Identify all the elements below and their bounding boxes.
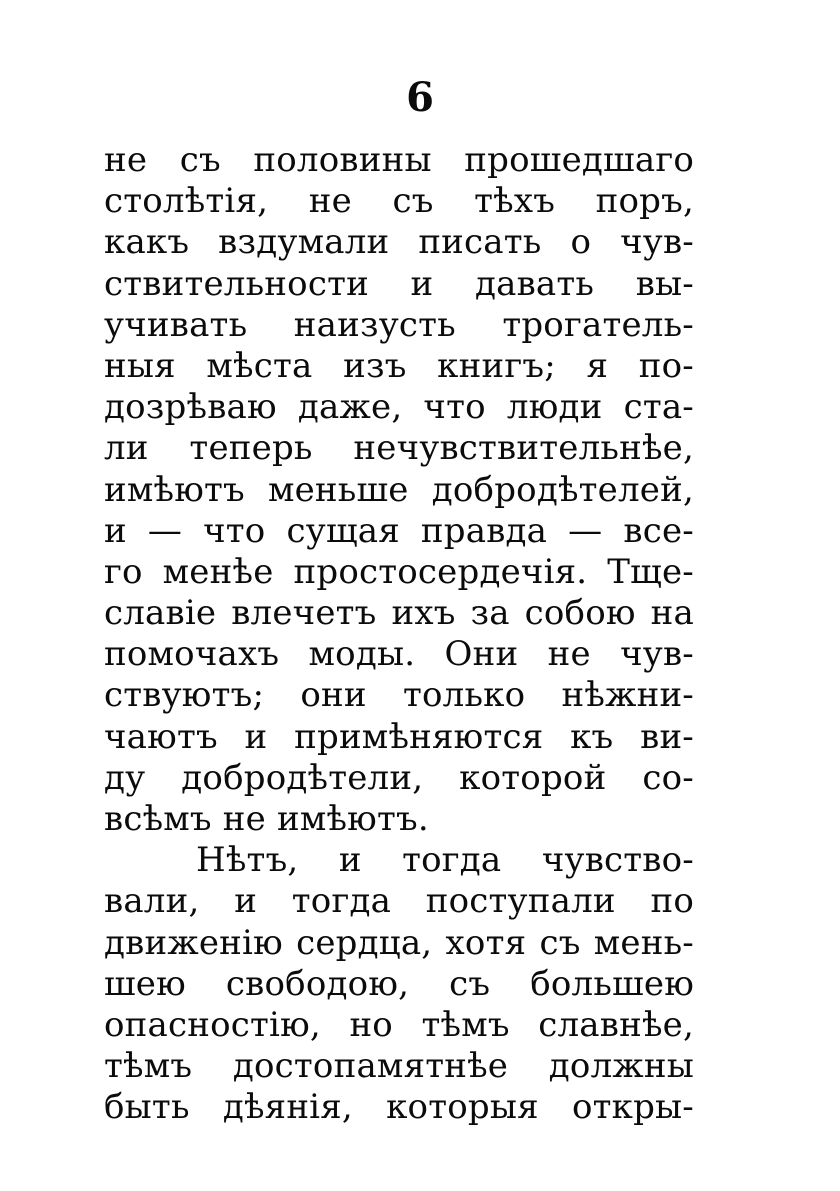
text-line: не съ половины прошедшаго	[104, 140, 694, 180]
text-line: ствительности и давать вы-	[104, 263, 694, 304]
text-line: столѣтія, не съ тѣхъ поръ,	[104, 181, 694, 222]
paragraph-end-line: всѣмъ не имѣютъ.	[104, 799, 429, 839]
text-line: помочахъ моды. Они не чув-	[104, 634, 694, 675]
text-line: учивать наизусть трогатель-	[104, 304, 694, 345]
text-line: ли теперь нечувствительнѣе,	[104, 428, 694, 469]
text-line: движенію сердца, хотя съ мень-	[104, 922, 694, 963]
text-line: го менѣе простосердечія. Тще-	[104, 551, 694, 592]
text-line: вали, и тогда поступали по	[104, 881, 694, 922]
text-line: тѣмъ достопамятнѣе должны	[104, 1046, 694, 1087]
text-line: какъ вздумали писать о чув-	[104, 222, 694, 263]
text-line: шею свободою, съ большею	[104, 963, 694, 1004]
text-line: имѣютъ меньше добродѣтелей,	[104, 469, 694, 510]
text-line: славіе влечетъ ихъ за собою на	[104, 593, 694, 634]
text-line: дозрѣваю даже, что люди ста-	[104, 387, 694, 428]
paragraph-start-line: Нѣтъ, и тогда чувство-	[196, 840, 694, 881]
text-line: ду добродѣтели, которой со-	[104, 757, 694, 798]
text-line: и — что сущая правда — все-	[104, 510, 694, 551]
text-line: ствуютъ; они только нѣжни-	[104, 675, 694, 716]
text-line: ныя мѣста изъ книгъ; я по-	[104, 345, 694, 386]
page-number: 6	[406, 74, 434, 121]
body-text	[104, 140, 694, 1129]
text-line: быть дѣянія, которыя откры-	[104, 1087, 694, 1128]
text-line: чаютъ и примѣняются къ ви-	[104, 716, 694, 757]
text-line: опасностію, но тѣмъ славнѣе,	[104, 1004, 694, 1045]
